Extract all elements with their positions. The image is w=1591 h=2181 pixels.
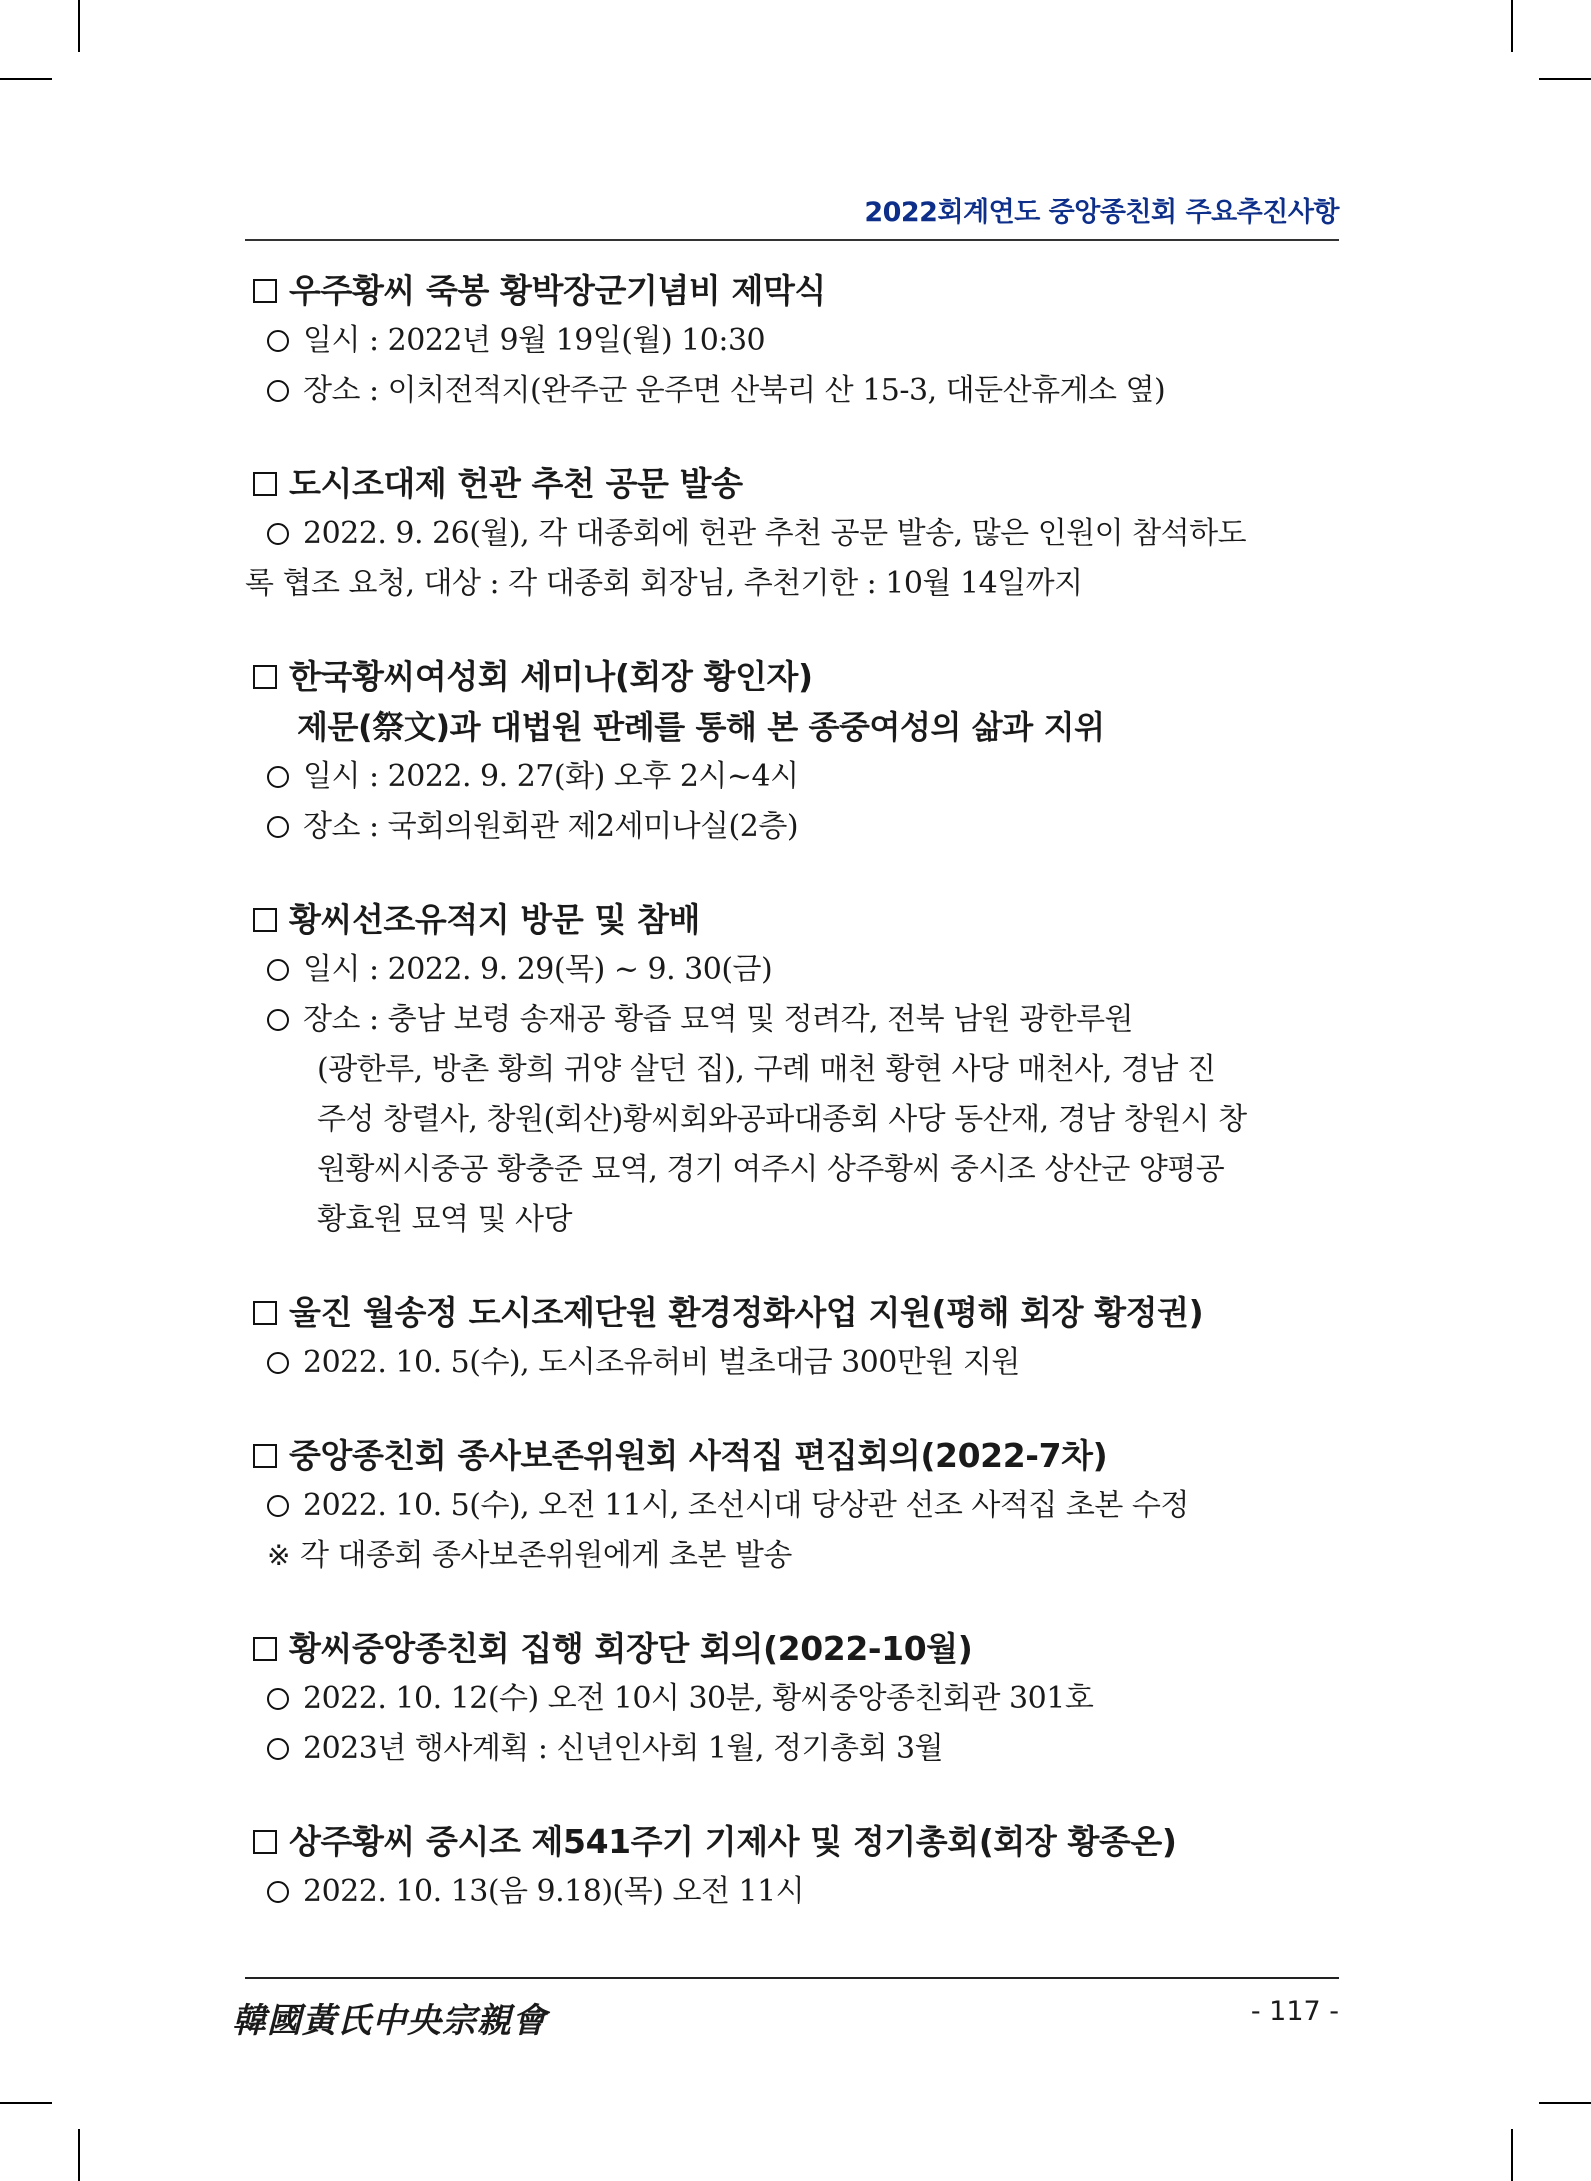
item-text: 2022. 10. 5(수), 도시조유허비 벌초대금 300만원 지원 (303, 1345, 1020, 1380)
section (245, 459, 1339, 609)
circle-bullet-icon (267, 330, 289, 352)
section (245, 895, 1339, 1245)
section (245, 1624, 1339, 1774)
section (245, 266, 1339, 416)
circle-bullet-icon (267, 1881, 289, 1903)
checkbox-square-icon (253, 665, 277, 689)
reference-mark: ※ (267, 1539, 290, 1572)
section (245, 1431, 1339, 1581)
checkbox-square-icon (253, 908, 277, 932)
item-continuation: 주성 창렬사, 창원(회산)황씨회와공파대종회 사당 동산재, 경남 창원시 창 (317, 1102, 1247, 1137)
circle-bullet-icon (267, 766, 289, 788)
item-text: 장소 : 국회의원회관 제2세미나실(2층) (303, 809, 799, 844)
item-text: 장소 : 이치전적지(완주군 운주면 산북리 산 15-3, 대둔산휴게소 옆) (303, 373, 1166, 408)
note (245, 1531, 1339, 1581)
circle-bullet-icon (267, 1495, 289, 1517)
page-number: - 117 - (1250, 1996, 1339, 2027)
item-continuation: 원황씨시중공 황충준 묘역, 경기 여주시 상주황씨 중시조 상산군 양평공 (317, 1152, 1225, 1187)
note-text: 각 대종회 종사보존위원에게 초본 발송 (299, 1538, 792, 1573)
item-text: 일시 : 2022. 9. 29(목) ~ 9. 30(금) (303, 952, 773, 987)
crop-mark (78, 0, 80, 52)
list-item (245, 802, 1339, 852)
list-item (245, 366, 1339, 416)
checkbox-square-icon (253, 279, 277, 303)
section (245, 1817, 1339, 1917)
section-heading (245, 1431, 1339, 1481)
circle-bullet-icon (267, 1352, 289, 1374)
checkbox-square-icon (253, 1301, 277, 1325)
list-item (245, 1481, 1339, 1531)
section-heading (245, 1817, 1339, 1867)
section-title: 우주황씨 죽봉 황박장군기념비 제막식 (289, 271, 826, 310)
section-subtitle: 제문(祭文)과 대법원 판례를 통해 본 종중여성의 삶과 지위 (297, 708, 1105, 746)
list-item (245, 1867, 1339, 1917)
section-heading (245, 1624, 1339, 1674)
list-item (245, 752, 1339, 802)
checkbox-square-icon (253, 1637, 277, 1661)
crop-mark (0, 2102, 52, 2104)
checkbox-square-icon (253, 1830, 277, 1854)
section-title: 울진 월송정 도시조제단원 환경정화사업 지원(평해 회장 황정권) (289, 1293, 1204, 1332)
section (245, 652, 1339, 852)
list-item (245, 316, 1339, 366)
section-heading (245, 266, 1339, 316)
item-text: 2022. 9. 26(월), 각 대종회에 헌관 추천 공문 발송, 많은 인원이 참석하도 (303, 516, 1247, 551)
item-text: 2022. 10. 13(음 9.18)(목) 오전 11시 (303, 1874, 805, 1909)
crop-mark (1511, 0, 1513, 52)
list-item (245, 1674, 1339, 1724)
checkbox-square-icon (253, 472, 277, 496)
list-item (245, 945, 1339, 995)
item-text: 2022. 10. 12(수) 오전 10시 30분, 황씨중앙종친회관 301호 (303, 1681, 1094, 1716)
item-text: 일시 : 2022년 9월 19일(월) 10:30 (303, 323, 766, 358)
section-title: 황씨선조유적지 방문 및 참배 (289, 900, 701, 939)
section-title: 상주황씨 중시조 제541주기 기제사 및 정기총회(회장 황종온) (289, 1822, 1177, 1861)
item-text: 2023년 행사계획 : 신년인사회 1월, 정기총회 3월 (303, 1731, 944, 1766)
item-continuation: 황효원 묘역 및 사당 (317, 1202, 572, 1237)
section (245, 1288, 1339, 1388)
crop-mark (78, 2129, 80, 2181)
circle-bullet-icon (267, 959, 289, 981)
section-title: 한국황씨여성회 세미나(회장 황인자) (289, 657, 813, 696)
circle-bullet-icon (267, 523, 289, 545)
list-item (245, 509, 1339, 559)
item-text: 일시 : 2022. 9. 27(화) 오후 2시~4시 (303, 759, 799, 794)
section-heading (245, 459, 1339, 509)
list-item (245, 1724, 1339, 1774)
circle-bullet-icon (267, 1009, 289, 1031)
item-continuation: (광한루, 방촌 황희 귀양 살던 집), 구례 매천 황현 사당 매천사, 경남 진 (317, 1052, 1216, 1087)
crop-mark (1539, 78, 1591, 80)
section-heading (245, 895, 1339, 945)
section-title: 황씨중앙종친회 집행 회장단 회의(2022-10월) (289, 1629, 973, 1668)
circle-bullet-icon (267, 380, 289, 402)
paragraph-continuation: 록 협조 요청, 대상 : 각 대종회 회장님, 추천기한 : 10월 14일까지 (245, 566, 1083, 601)
circle-bullet-icon (267, 816, 289, 838)
section-title: 중앙종친회 종사보존위원회 사적집 편집회의(2022-7차) (289, 1436, 1108, 1475)
list-item (245, 1338, 1339, 1388)
crop-mark (1539, 2102, 1591, 2104)
circle-bullet-icon (267, 1738, 289, 1760)
circle-bullet-icon (267, 1688, 289, 1710)
footer-divider (245, 1977, 1339, 1979)
header-divider (245, 239, 1339, 241)
page-header-title: 2022회계연도 중앙종친회 주요추진사항 (864, 197, 1339, 228)
section-heading (245, 1288, 1339, 1338)
crop-mark (1511, 2129, 1513, 2181)
footer-organization: 韓國黃氏中央宗親會 (232, 2001, 547, 2041)
list-item (245, 995, 1339, 1045)
item-text: 2022. 10. 5(수), 오전 11시, 조선시대 당상관 선조 사적집 초본 수정 (303, 1488, 1189, 1523)
item-text: 장소 : 충남 보령 송재공 황즙 묘역 및 정려각, 전북 남원 광한루원 (303, 1002, 1134, 1037)
checkbox-square-icon (253, 1444, 277, 1468)
section-heading (245, 652, 1339, 702)
section-title: 도시조대제 헌관 추천 공문 발송 (289, 464, 743, 503)
crop-mark (0, 78, 52, 80)
main-content (245, 266, 1339, 1960)
